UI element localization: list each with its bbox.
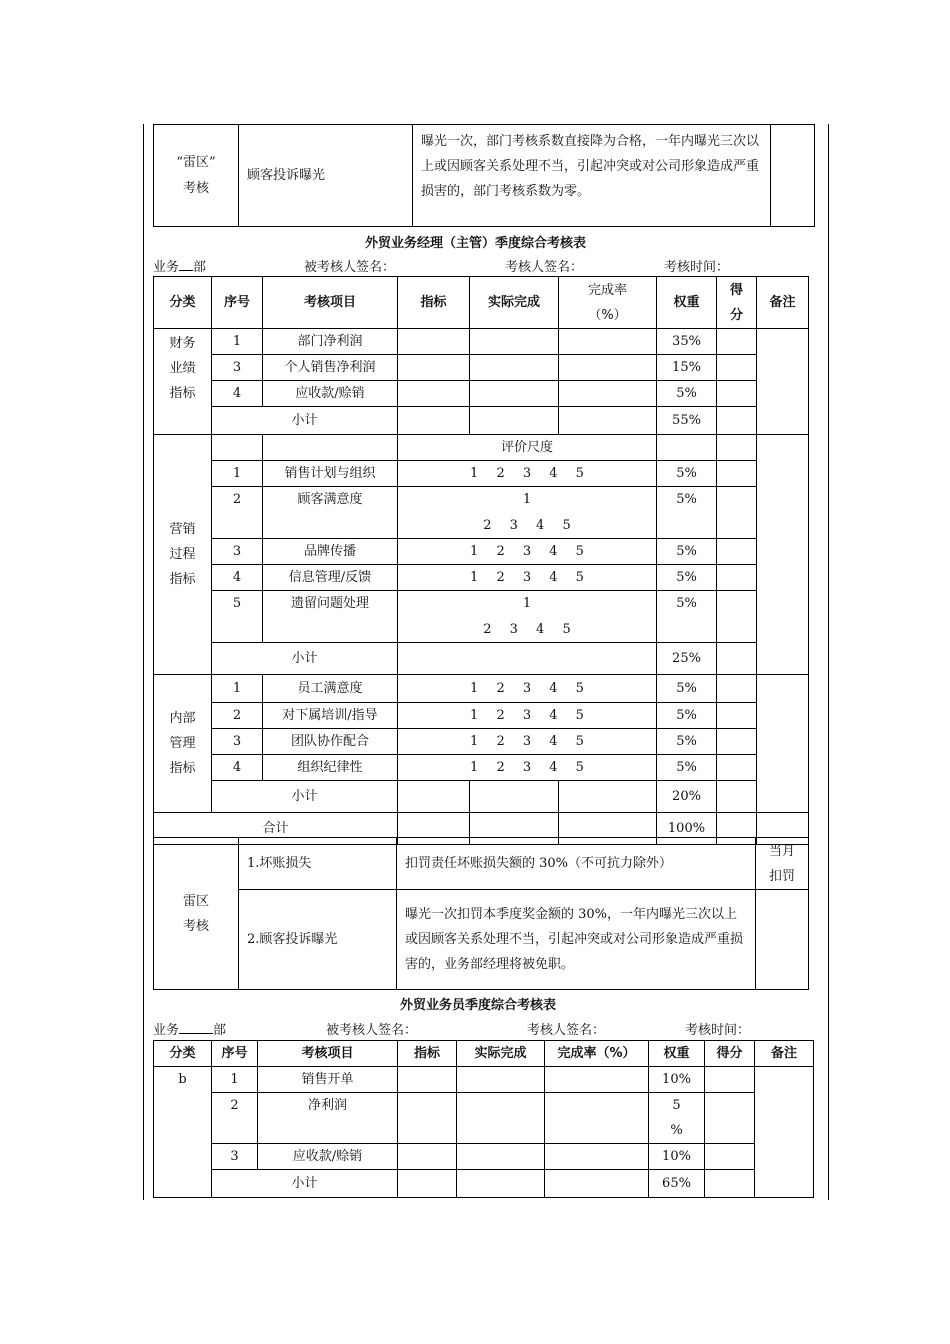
staff-subtotal-weight: 65% [649,1170,705,1198]
rating-scale: 1 2 3 4 5 [398,675,657,703]
cell-empty [717,591,757,643]
col-header-category: 分类 [154,277,212,329]
cell-empty [398,643,657,675]
col-header-note: 备注 [755,1041,814,1067]
total-label: 合计 [154,813,398,845]
cell-empty [457,1093,545,1144]
cell-empty [559,381,657,407]
table-row-weight: 5% [657,565,717,591]
finance-category: 财务 业绩 指标 [154,329,212,435]
cell-empty [717,729,757,755]
table-row-no: 2 [212,487,263,539]
table-row-weight: 5% [657,591,717,643]
manager-sig-dept: 业务 部 [153,256,206,275]
table-row-weight: 35% [657,329,717,355]
table-row-item: 员工满意度 [263,675,398,703]
cell-empty [398,1067,457,1093]
cell-empty [470,381,559,407]
cell-empty [398,381,470,407]
cell-empty [398,1144,457,1170]
col-header-rate: 完成率（%） [545,1041,649,1067]
minefield-item-2: 2.顾客投诉曝光 [239,890,397,990]
table-row-no: 3 [212,1144,258,1170]
table-row-no: 4 [212,755,263,781]
table-row-weight: 15% [657,355,717,381]
col-header-item: 考核项目 [258,1041,398,1067]
cell-empty [457,1144,545,1170]
cell-empty [717,539,757,565]
rating-scale-line1: 1 [398,591,657,617]
cell-empty [398,407,470,435]
table-row-item: 应收款/赊销 [258,1144,398,1170]
manager-form-table [153,276,809,845]
finance-subtotal-label: 小计 [212,407,398,435]
manager-sig-examinee: 被考核人签名： [304,260,396,275]
table-row-no: 3 [212,355,263,381]
staff-subtotal-label: 小计 [212,1170,398,1198]
minefield-desc-1: 扣罚责任坏账损失额的 30%（不可抗力除外） [397,838,756,890]
staff-sig-examiner: 考核人签名： [527,1023,606,1038]
table-row-no: 3 [212,729,263,755]
top-description: 曝光一次，部门考核系数直接降为合格，一年内曝光三次以上或因顾客关系处理不当，引起冲突或对公司形象造成严重损害的，部门考核系数为零。 [413,125,771,227]
rating-scale: 1 2 3 4 5 [398,461,657,487]
table-row-no: 2 [212,703,263,729]
minefield-desc-2: 曝光一次扣罚本季度奖金额的 30%，一年内曝光三次以上或因顾客关系处理不当，引起冲突或对公司形象造成严重损害的，业务部经理将被免职。 [397,890,756,990]
cell-empty [717,407,757,435]
cell-empty [263,435,398,461]
weight-line1: 5 [672,1098,681,1113]
cell-empty [717,435,757,461]
table-row-no: 1 [212,1067,258,1093]
marketing-category: 营销 过程 指标 [154,435,212,675]
marketing-subtotal-label: 小计 [212,643,398,675]
col-header-category: 分类 [154,1041,212,1067]
cell-empty [470,781,559,813]
cell-empty [470,407,559,435]
table-row-no: 4 [212,565,263,591]
table-row-weight: 5% [657,461,717,487]
table-row-item: 团队协作配合 [263,729,398,755]
staff-note [755,1067,814,1198]
cell-empty [717,755,757,781]
cell-empty [398,1170,457,1198]
table-row-no: 2 [212,1093,258,1144]
finance-note [757,329,809,435]
col-header-no: 序号 [212,277,263,329]
cell-empty [559,329,657,355]
cell-empty [717,381,757,407]
col-header-score: 得 分 [717,277,757,329]
table-row-no: 1 [212,329,263,355]
top-empty-cell [771,125,815,227]
table-row-no: 4 [212,381,263,407]
table-row-no: 1 [212,461,263,487]
marketing-scale-label: 评价尺度 [398,435,657,461]
cell-empty [398,1093,457,1144]
table-row-item: 净利润 [258,1093,398,1144]
table-row-weight: 5% [657,755,717,781]
col-header-indicator: 指标 [398,1041,457,1067]
table-row-no: 3 [212,539,263,565]
minefield-note-1: 当月 扣罚 [756,838,809,890]
staff-sig-time: 考核时间： [685,1023,751,1038]
table-row-item: 部门净利润 [263,329,398,355]
cell-empty [212,435,263,461]
cell-empty [717,643,757,675]
cell-empty [705,1170,755,1198]
table-row-item: 销售计划与组织 [263,461,398,487]
minefield-category: 雷区 考核 [154,838,239,990]
rating-scale: 1 2 3 4 5 [398,755,657,781]
col-header-note: 备注 [757,277,809,329]
cell-empty [717,355,757,381]
cell-empty [705,1093,755,1144]
rating-scale-line2: 2 3 4 5 [398,617,657,643]
cell-empty [756,890,809,990]
staff-sig-dept: 业务 部 [153,1019,226,1038]
cell-empty [559,781,657,813]
col-header-no: 序号 [212,1041,258,1067]
marketing-note [757,435,809,675]
internal-subtotal-label: 小计 [212,781,398,813]
col-header-weight: 权重 [657,277,717,329]
col-header-item: 考核项目 [263,277,398,329]
rating-scale-line2: 2 3 4 5 [398,513,657,539]
table-row-item: 组织纪律性 [263,755,398,781]
cell-empty [717,487,757,539]
minefield-item-1: 1.坏账损失 [239,838,397,890]
cell-empty [717,565,757,591]
finance-subtotal-weight: 55% [657,407,717,435]
staff-category: b [154,1067,212,1198]
cell-empty [398,781,470,813]
table-row-weight: 10% [649,1067,705,1093]
cell-empty [717,329,757,355]
col-header-indicator: 指标 [398,277,470,329]
col-header-actual: 实际完成 [457,1041,545,1067]
cell-empty [545,1144,649,1170]
cell-empty [545,1170,649,1198]
internal-category: 内部 管理 指标 [154,675,212,813]
table-row-weight: 5% [657,539,717,565]
rating-scale: 1 2 3 4 5 [398,729,657,755]
table-row-weight: 5% [657,381,717,407]
table-row-no: 5 [212,591,263,643]
manager-minefield-table [153,837,809,990]
rating-scale: 1 2 3 4 5 [398,539,657,565]
manager-form-title: 外贸业务经理（主管）季度综合考核表 [365,236,587,251]
table-row-weight: 5% [657,487,717,539]
table-row-item: 个人销售净利润 [263,355,398,381]
col-header-score: 得分 [705,1041,755,1067]
rating-scale-line1: 1 [398,487,657,513]
cell-empty [545,1093,649,1144]
table-row-item: 对下属培训/指导 [263,703,398,729]
top-category: “雷区” 考核 [154,125,239,227]
cell-empty [657,435,717,461]
cell-empty [717,461,757,487]
cell-empty [717,675,757,703]
total-weight: 100% [657,813,717,845]
cell-empty [705,1144,755,1170]
cell-empty [717,781,757,813]
internal-subtotal-weight: 20% [657,781,717,813]
cell-empty [545,1067,649,1093]
cell-empty [559,355,657,381]
cell-empty [559,407,657,435]
cell-empty [457,1170,545,1198]
table-row-weight: 5% [657,703,717,729]
col-header-actual: 实际完成 [470,277,559,329]
cell-empty [470,329,559,355]
cell-empty [398,355,470,381]
manager-sig-time: 考核时间： [664,260,730,275]
table-row-weight: 5% [657,729,717,755]
top-minefield-table [153,124,815,227]
col-header-weight: 权重 [649,1041,705,1067]
table-row-item: 遗留问题处理 [263,591,398,643]
cell-empty [457,1067,545,1093]
staff-form-title: 外贸业务员季度综合考核表 [400,998,557,1013]
table-row-item: 品牌传播 [263,539,398,565]
table-row-weight: 5% [657,675,717,703]
manager-sig-examiner: 考核人签名： [505,260,584,275]
rating-scale: 1 2 3 4 5 [398,703,657,729]
table-row-weight [649,1093,705,1144]
rating-scale: 1 2 3 4 5 [398,565,657,591]
staff-sig-examinee: 被考核人签名： [326,1023,418,1038]
table-row-item: 应收款/赊销 [263,381,398,407]
table-row-item: 销售开单 [258,1067,398,1093]
table-row-no: 1 [212,675,263,703]
internal-note [757,675,809,813]
table-row-item: 信息管理/反馈 [263,565,398,591]
col-header-rate: 完成率 （%） [559,277,657,329]
staff-form-table [153,1040,814,1198]
cell-empty [705,1067,755,1093]
top-item: 顾客投诉曝光 [239,125,413,227]
cell-empty [470,355,559,381]
table-row-item: 顾客满意度 [263,487,398,539]
cell-empty [398,329,470,355]
table-row-weight: 10% [649,1144,705,1170]
cell-empty [717,703,757,729]
marketing-subtotal-weight: 25% [657,643,717,675]
weight-line2: % [670,1123,683,1138]
